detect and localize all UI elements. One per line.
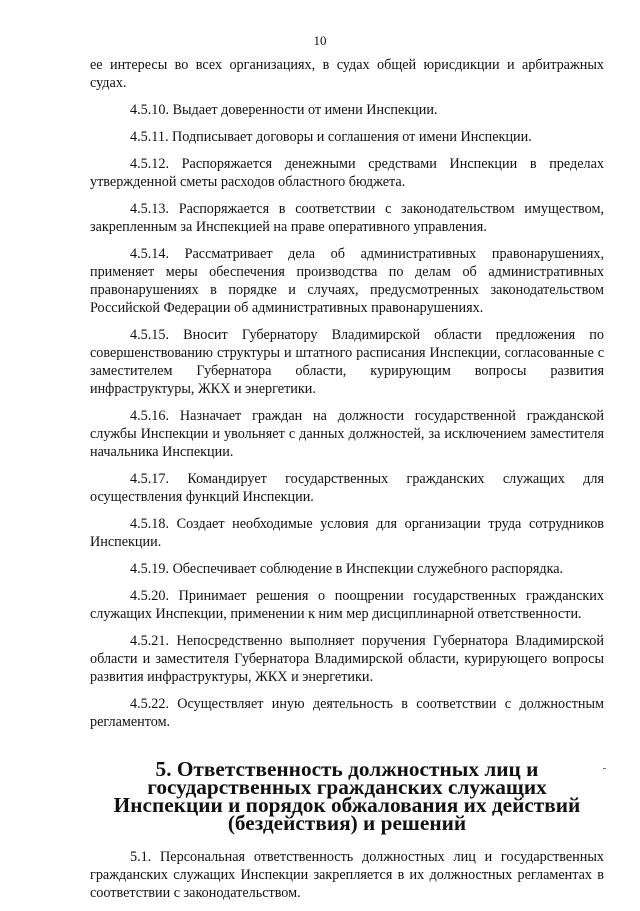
paragraph-4-5-12: 4.5.12. Распоряжается денежными средствами Инспекции в пределах утвержденной сметы расходов областного бюджета. <box>90 156 604 190</box>
paragraph-4-5-16: 4.5.16. Назначает граждан на должности государственной гражданской службы Инспекции и увольняет с данных должностей, за исключением заместителя начальника Инспекции. <box>90 408 604 460</box>
paragraph-4-5-20: 4.5.20. Принимает решения о поощрении государственных гражданских служащих Инспекции, применении к ним мер дисциплинарной ответственности. <box>90 588 604 622</box>
paragraph-4-5-21: 4.5.21. Непосредственно выполняет поручения Губернатора Владимирской области и заместителя Губернатора Владимирской области, курирующего вопросы развития инфраструктуры, ЖКХ и энергетики. <box>90 633 604 685</box>
section-heading: 5. Ответственность должностных лиц и государственных гражданских служащих Инспекции и порядок обжалования их действий (бездействия) и решений <box>113 757 581 835</box>
paragraph-continuation: ее интересы во всех организациях, в судах общей юрисдикции и арбитражных судах. <box>90 57 604 91</box>
paragraph-4-5-13: 4.5.13. Распоряжается в соответствии с законодательством имуществом, закрепленным за Инспекцией на праве оперативного управления. <box>90 201 604 235</box>
paragraph-4-5-15: 4.5.15. Вносит Губернатору Владимирской области предложения по совершенствованию структуры и штатного расписания Инспекции, согласованные с заместителем Губернатора области, курирующим вопросы развития инфраструктуры, ЖКХ и энергетики. <box>90 327 604 397</box>
paragraph-4-5-18: 4.5.18. Создает необходимые условия для организации труда сотрудников Инспекции. <box>90 516 604 550</box>
paragraph-4-5-14: 4.5.14. Рассматривает дела об административных правонарушениях, применяет меры обеспечения производства по делам об административных правонарушениях в порядке и случаях, предусмотренных законодательством Российской Федерации об административных правонарушениях. <box>90 246 604 316</box>
page-number: 10 <box>313 33 327 48</box>
paragraph-4-5-17: 4.5.17. Командирует государственных гражданских служащих для осуществления функций Инспекции. <box>90 471 604 505</box>
paragraph-4-5-11: 4.5.11. Подписывает договоры и соглашения от имени Инспекции. <box>130 129 532 145</box>
document-body <box>90 56 604 911</box>
scan-speck <box>603 768 606 769</box>
paragraph-4-5-19: 4.5.19. Обеспечивает соблюдение в Инспекции служебного распорядка. <box>130 561 564 577</box>
paragraph-4-5-22: 4.5.22. Осуществляет иную деятельность в соответствии с должностным регламентом. <box>90 696 604 730</box>
paragraph-4-5-10: 4.5.10. Выдает доверенности от имени Инспекции. <box>130 102 438 118</box>
paragraph-5-1: 5.1. Персональная ответственность должностных лиц и государственных гражданских служащих Инспекции закрепляется в их должностных регламентах в соответствии с законодательством. <box>90 849 604 901</box>
